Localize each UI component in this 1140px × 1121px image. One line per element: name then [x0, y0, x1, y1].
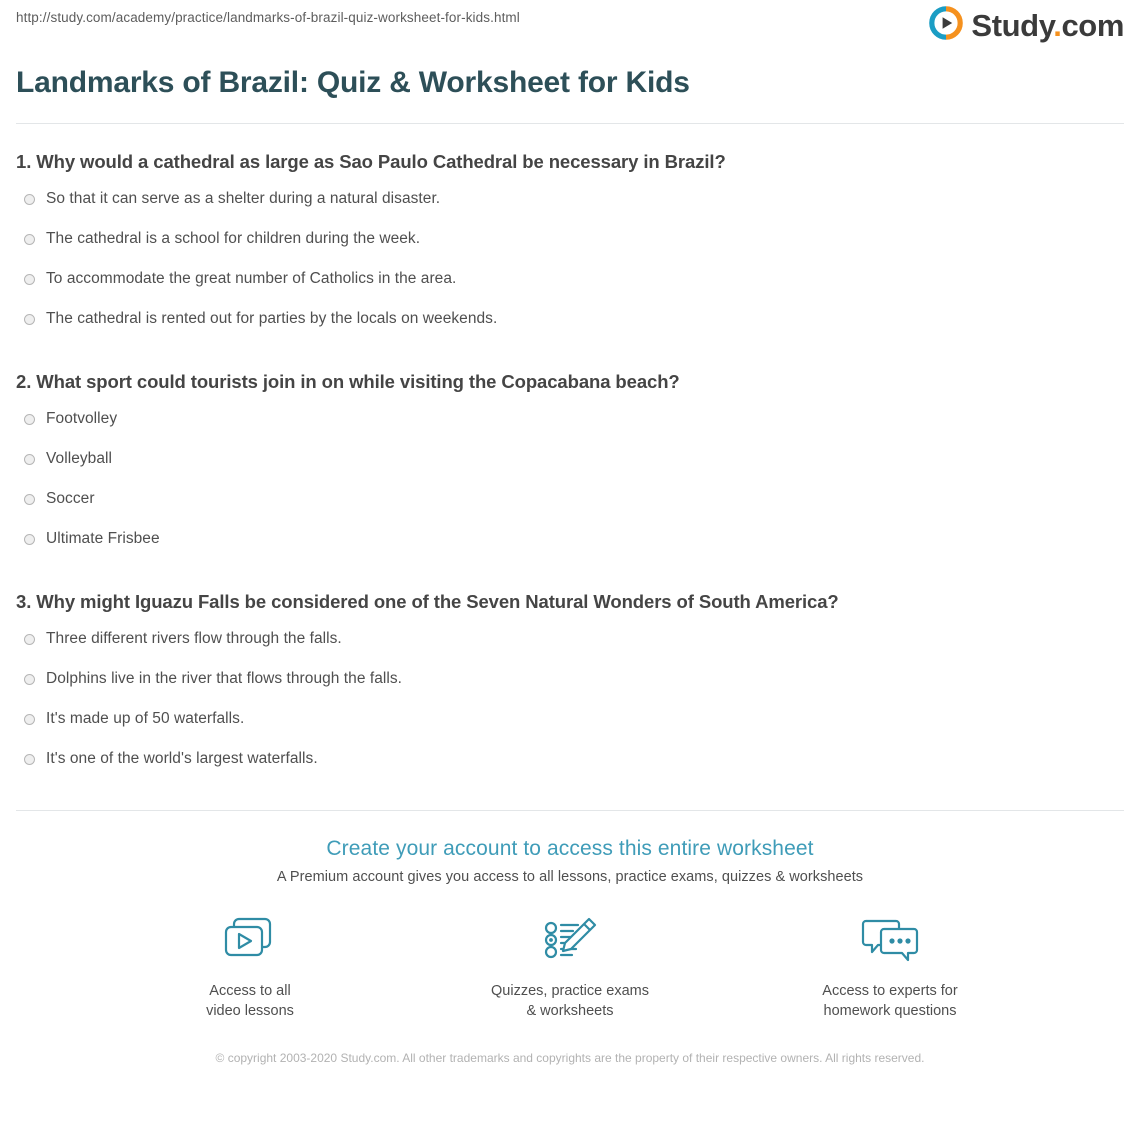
- choice-label: To accommodate the great number of Catholics in the area.: [46, 270, 457, 288]
- study-com-logo[interactable]: [929, 6, 1124, 45]
- choice-label: Volleyball: [46, 450, 112, 468]
- choice-option[interactable]: [16, 400, 1124, 440]
- choice-list: [16, 620, 1124, 780]
- page-url: http://study.com/academy/practice/landmarks-of-brazil-quiz-worksheet-for-kids.html: [16, 10, 520, 25]
- benefit-line-1: Quizzes, practice exams: [491, 982, 649, 999]
- radio-button-icon[interactable]: [24, 314, 35, 325]
- radio-button-icon[interactable]: [24, 194, 35, 205]
- choice-option[interactable]: [16, 180, 1124, 220]
- choice-list: [16, 400, 1124, 560]
- choice-list: [16, 180, 1124, 340]
- choice-option[interactable]: [16, 660, 1124, 700]
- radio-button-icon[interactable]: [24, 754, 35, 765]
- benefits-list: [16, 909, 1124, 1022]
- choice-label: Footvolley: [46, 410, 118, 428]
- choice-option[interactable]: [16, 700, 1124, 740]
- choice-option[interactable]: [16, 480, 1124, 520]
- cta-subtitle: A Premium account gives you access to all lessons, practice exams, quizzes & worksheets: [276, 868, 864, 885]
- choice-label: The cathedral is rented out for parties by the locals on weekends.: [46, 310, 498, 328]
- benefit-text: [805, 981, 975, 1022]
- benefit-text: [485, 981, 655, 1022]
- benefit-line-2: video lessons: [206, 1003, 294, 1020]
- logo-text-study: Study: [971, 8, 1054, 43]
- question-text: 1. Why would a cathedral as large as Sao Paulo Cathedral be necessary in Brazil?: [16, 150, 726, 172]
- question-block: [16, 590, 1124, 780]
- radio-button-icon[interactable]: [24, 274, 35, 285]
- choice-label: Ultimate Frisbee: [46, 530, 160, 548]
- page-title: Landmarks of Brazil: Quiz & Worksheet for Kids: [16, 66, 690, 99]
- choice-option[interactable]: [16, 520, 1124, 560]
- choice-option[interactable]: [16, 220, 1124, 260]
- benefit-text: [165, 981, 335, 1022]
- radio-button-icon[interactable]: [24, 634, 35, 645]
- logo-text-com: com: [1061, 8, 1124, 43]
- radio-button-icon[interactable]: [24, 534, 35, 545]
- chat-bubbles-icon: [805, 909, 975, 971]
- benefit-line-2: & worksheets: [526, 1003, 614, 1020]
- choice-option[interactable]: [16, 620, 1124, 660]
- choice-label: Dolphins live in the river that flows through the falls.: [46, 670, 403, 688]
- choice-label: Soccer: [46, 490, 95, 508]
- benefit-line-1: Access to experts for: [822, 982, 958, 999]
- benefit-item: [485, 909, 655, 1022]
- question-text: 3. Why might Iguazu Falls be considered one of the Seven Natural Wonders of South America?: [16, 590, 839, 612]
- choice-label: Three different rivers flow through the falls.: [46, 630, 342, 648]
- quiz-questions: [16, 124, 1124, 780]
- radio-button-icon[interactable]: [24, 414, 35, 425]
- radio-button-icon[interactable]: [24, 454, 35, 465]
- play-circle-icon: [929, 6, 963, 45]
- choice-option[interactable]: [16, 740, 1124, 780]
- benefit-line-1: Access to all: [209, 982, 291, 999]
- radio-button-icon[interactable]: [24, 234, 35, 245]
- benefit-item: [165, 909, 335, 1022]
- choice-option[interactable]: [16, 260, 1124, 300]
- radio-button-icon[interactable]: [24, 714, 35, 725]
- benefit-line-2: homework questions: [823, 1003, 957, 1020]
- question-block: [16, 370, 1124, 560]
- radio-button-icon[interactable]: [24, 674, 35, 685]
- logo-wordmark: [971, 10, 1124, 41]
- choice-option[interactable]: [16, 300, 1124, 340]
- choice-label: So that it can serve as a shelter during a natural disaster.: [46, 190, 441, 208]
- page-header: [16, 0, 1124, 56]
- cta-title[interactable]: Create your account to access this entire worksheet: [326, 836, 814, 860]
- choice-option[interactable]: [16, 440, 1124, 480]
- choice-label: It's one of the world's largest waterfalls.: [46, 750, 318, 768]
- copyright-text: © copyright 2003-2020 Study.com. All other trademarks and copyrights are the property of their respective owners. All rights reserved.: [215, 1050, 925, 1065]
- benefit-item: [805, 909, 975, 1022]
- video-lessons-icon: [165, 909, 335, 971]
- create-account-cta: [16, 811, 1124, 1068]
- question-text: 2. What sport could tourists join in on while visiting the Copacabana beach?: [16, 370, 680, 392]
- question-block: [16, 150, 1124, 340]
- quiz-pencil-icon: [485, 909, 655, 971]
- radio-button-icon[interactable]: [24, 494, 35, 505]
- choice-label: It's made up of 50 waterfalls.: [46, 710, 245, 728]
- choice-label: The cathedral is a school for children during the week.: [46, 230, 421, 248]
- logo-dot: .: [1053, 8, 1062, 43]
